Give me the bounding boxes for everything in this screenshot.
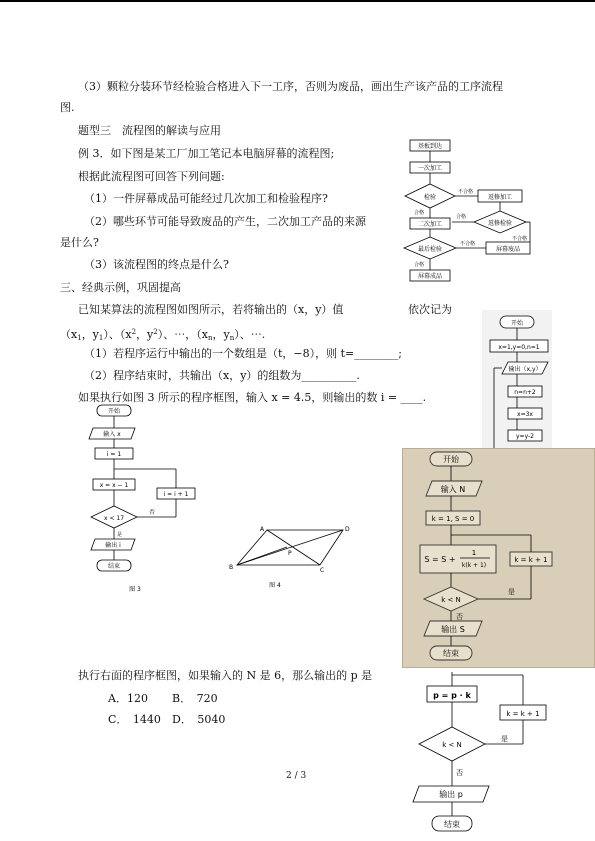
svg-text:不合格: 不合格 (512, 236, 528, 242)
figure3-flowchart (85, 403, 205, 598)
svg-text:基板到达: 基板到达 (417, 143, 443, 150)
svg-text:输入 N: 输入 N (440, 485, 466, 494)
svg-text:k = k + 1: k = k + 1 (514, 556, 548, 564)
question-1: （1）一件屏幕成品可能经过几次加工和检验程序? (84, 192, 328, 205)
algorithm-sequence: （$x_1$，$y_1$）、（$x^2$，$y^2$）、⋯，（$x_n$，$y_n$）、⋯. (60, 328, 266, 342)
algorithm-question-1: （1）若程序运行中输出的一个数组是（t，−8），则 t=________; (84, 347, 402, 360)
svg-text:输出 S: 输出 S (441, 625, 465, 634)
svg-text:合格: 合格 (414, 210, 425, 216)
svg-text:P: P (288, 550, 292, 557)
exec-question: 执行右面的程序框图，如果输入的 N 是 6，那么输出的 p 是 (78, 669, 373, 682)
svg-text:否: 否 (149, 509, 156, 516)
svg-text:返修加工: 返修加工 (487, 194, 513, 201)
svg-text:1: 1 (471, 549, 477, 557)
svg-text:D: D (345, 526, 350, 533)
product-flowchart (405, 672, 585, 841)
svg-text:检验: 检验 (423, 194, 437, 201)
svg-text:合格: 合格 (414, 262, 425, 268)
svg-text:k < N: k < N (442, 741, 462, 749)
svg-text:二次加工: 二次加工 (417, 221, 443, 228)
svg-text:输出（x,y）: 输出（x,y） (508, 366, 542, 373)
svg-text:p = p · k: p = p · k (433, 691, 471, 700)
svg-text:开始: 开始 (443, 455, 459, 464)
page-top-rule (0, 0, 595, 2)
svg-text:n=n+2: n=n+2 (514, 389, 536, 396)
svg-text:开始: 开始 (510, 320, 524, 327)
svg-text:屏幕废品: 屏幕废品 (495, 246, 521, 253)
svg-text:不合格: 不合格 (458, 189, 474, 195)
svg-text:输出 p: 输出 p (439, 790, 463, 799)
svg-text:y=y-2: y=y-2 (515, 433, 535, 440)
question-2-cont: 是什么? (60, 236, 99, 249)
svg-text:是: 是 (117, 532, 123, 538)
option-b: B． 720 (172, 692, 218, 705)
svg-text:否: 否 (456, 613, 463, 621)
svg-text:是: 是 (501, 735, 508, 743)
svg-text:返修检验: 返修检验 (487, 220, 513, 227)
svg-text:S = S +: S = S + (424, 555, 456, 564)
svg-text:不合格: 不合格 (460, 241, 476, 247)
svg-text:k = k + 1: k = k + 1 (506, 710, 540, 718)
svg-text:图 3: 图 3 (129, 586, 141, 593)
section-title-3: 题型三 流程图的解读与应用 (78, 124, 221, 137)
page-number: 2 / 3 (286, 771, 307, 781)
svg-text:结束: 结束 (443, 649, 459, 658)
svg-text:一次加工: 一次加工 (417, 165, 443, 172)
svg-text:B: B (229, 564, 234, 571)
svg-text:x < 17: x < 17 (103, 515, 125, 522)
svg-text:图 4: 图 4 (269, 582, 281, 589)
svg-text:k < N: k < N (441, 596, 461, 604)
summation-flowchart-photo (402, 448, 595, 668)
section-title-classic: 三、经典示例，巩固提高 (60, 281, 181, 294)
svg-text:k = 1, S = 0: k = 1, S = 0 (431, 515, 475, 523)
screen-process-flowchart (380, 138, 540, 288)
svg-text:输入 x: 输入 x (103, 431, 121, 438)
svg-text:结束: 结束 (107, 563, 121, 570)
svg-text:开始: 开始 (107, 408, 121, 415)
example-3-title: 例 3．如下图是某工厂加工笔记本电脑屏幕的流程图; (78, 147, 335, 160)
example-3-intro: 根据此流程图可回答下列问题: (78, 170, 225, 183)
question-2: （2）哪些环节可能导致废品的产生，二次加工产品的来源 (84, 215, 366, 228)
option-c: C． 1440 (108, 713, 161, 726)
figure4-geometry (225, 525, 355, 595)
svg-text:最后检验: 最后检验 (417, 246, 443, 253)
algorithm-intro-tail: 依次记为 (408, 303, 452, 316)
option-d: D． 5040 (172, 713, 226, 726)
svg-text:A: A (260, 526, 265, 533)
svg-text:屏幕成品: 屏幕成品 (417, 273, 443, 280)
algorithm-xy-flowchart (482, 310, 552, 450)
svg-text:C: C (320, 567, 325, 574)
figure3-question: 如果执行如图 3 所示的程序框图，输入 x = 4.5，则输出的数 i = ____. (78, 391, 427, 404)
algorithm-intro: 已知某算法的流程图如图所示，若将输出的（x，y）值 (78, 303, 344, 316)
svg-text:i = i + 1: i = i + 1 (163, 491, 189, 498)
svg-text:结束: 结束 (444, 820, 460, 829)
para-process-3: （3）颗粒分装环节经检验合格进入下一工序，否则为废品，画出生产该产品的工序流程 (78, 80, 503, 93)
option-a: A．120 (108, 692, 148, 705)
svg-text:合格: 合格 (456, 214, 467, 220)
svg-text:x=3x: x=3x (517, 411, 533, 418)
svg-text:k(k + 1): k(k + 1) (461, 562, 487, 569)
svg-text:i = 1: i = 1 (106, 451, 122, 458)
svg-text:否: 否 (456, 769, 463, 777)
svg-text:x=1,y=0,n=1: x=1,y=0,n=1 (498, 344, 540, 351)
algorithm-question-2: （2）程序结束时，共输出（x，y）的组数为__________. (84, 369, 360, 382)
svg-text:输出 i: 输出 i (105, 542, 121, 549)
para-process-3-cont: 图. (60, 101, 75, 114)
question-3: （3）该流程图的终点是什么? (84, 258, 229, 271)
svg-text:是: 是 (508, 588, 515, 596)
svg-text:x = x − 1: x = x − 1 (99, 482, 129, 489)
